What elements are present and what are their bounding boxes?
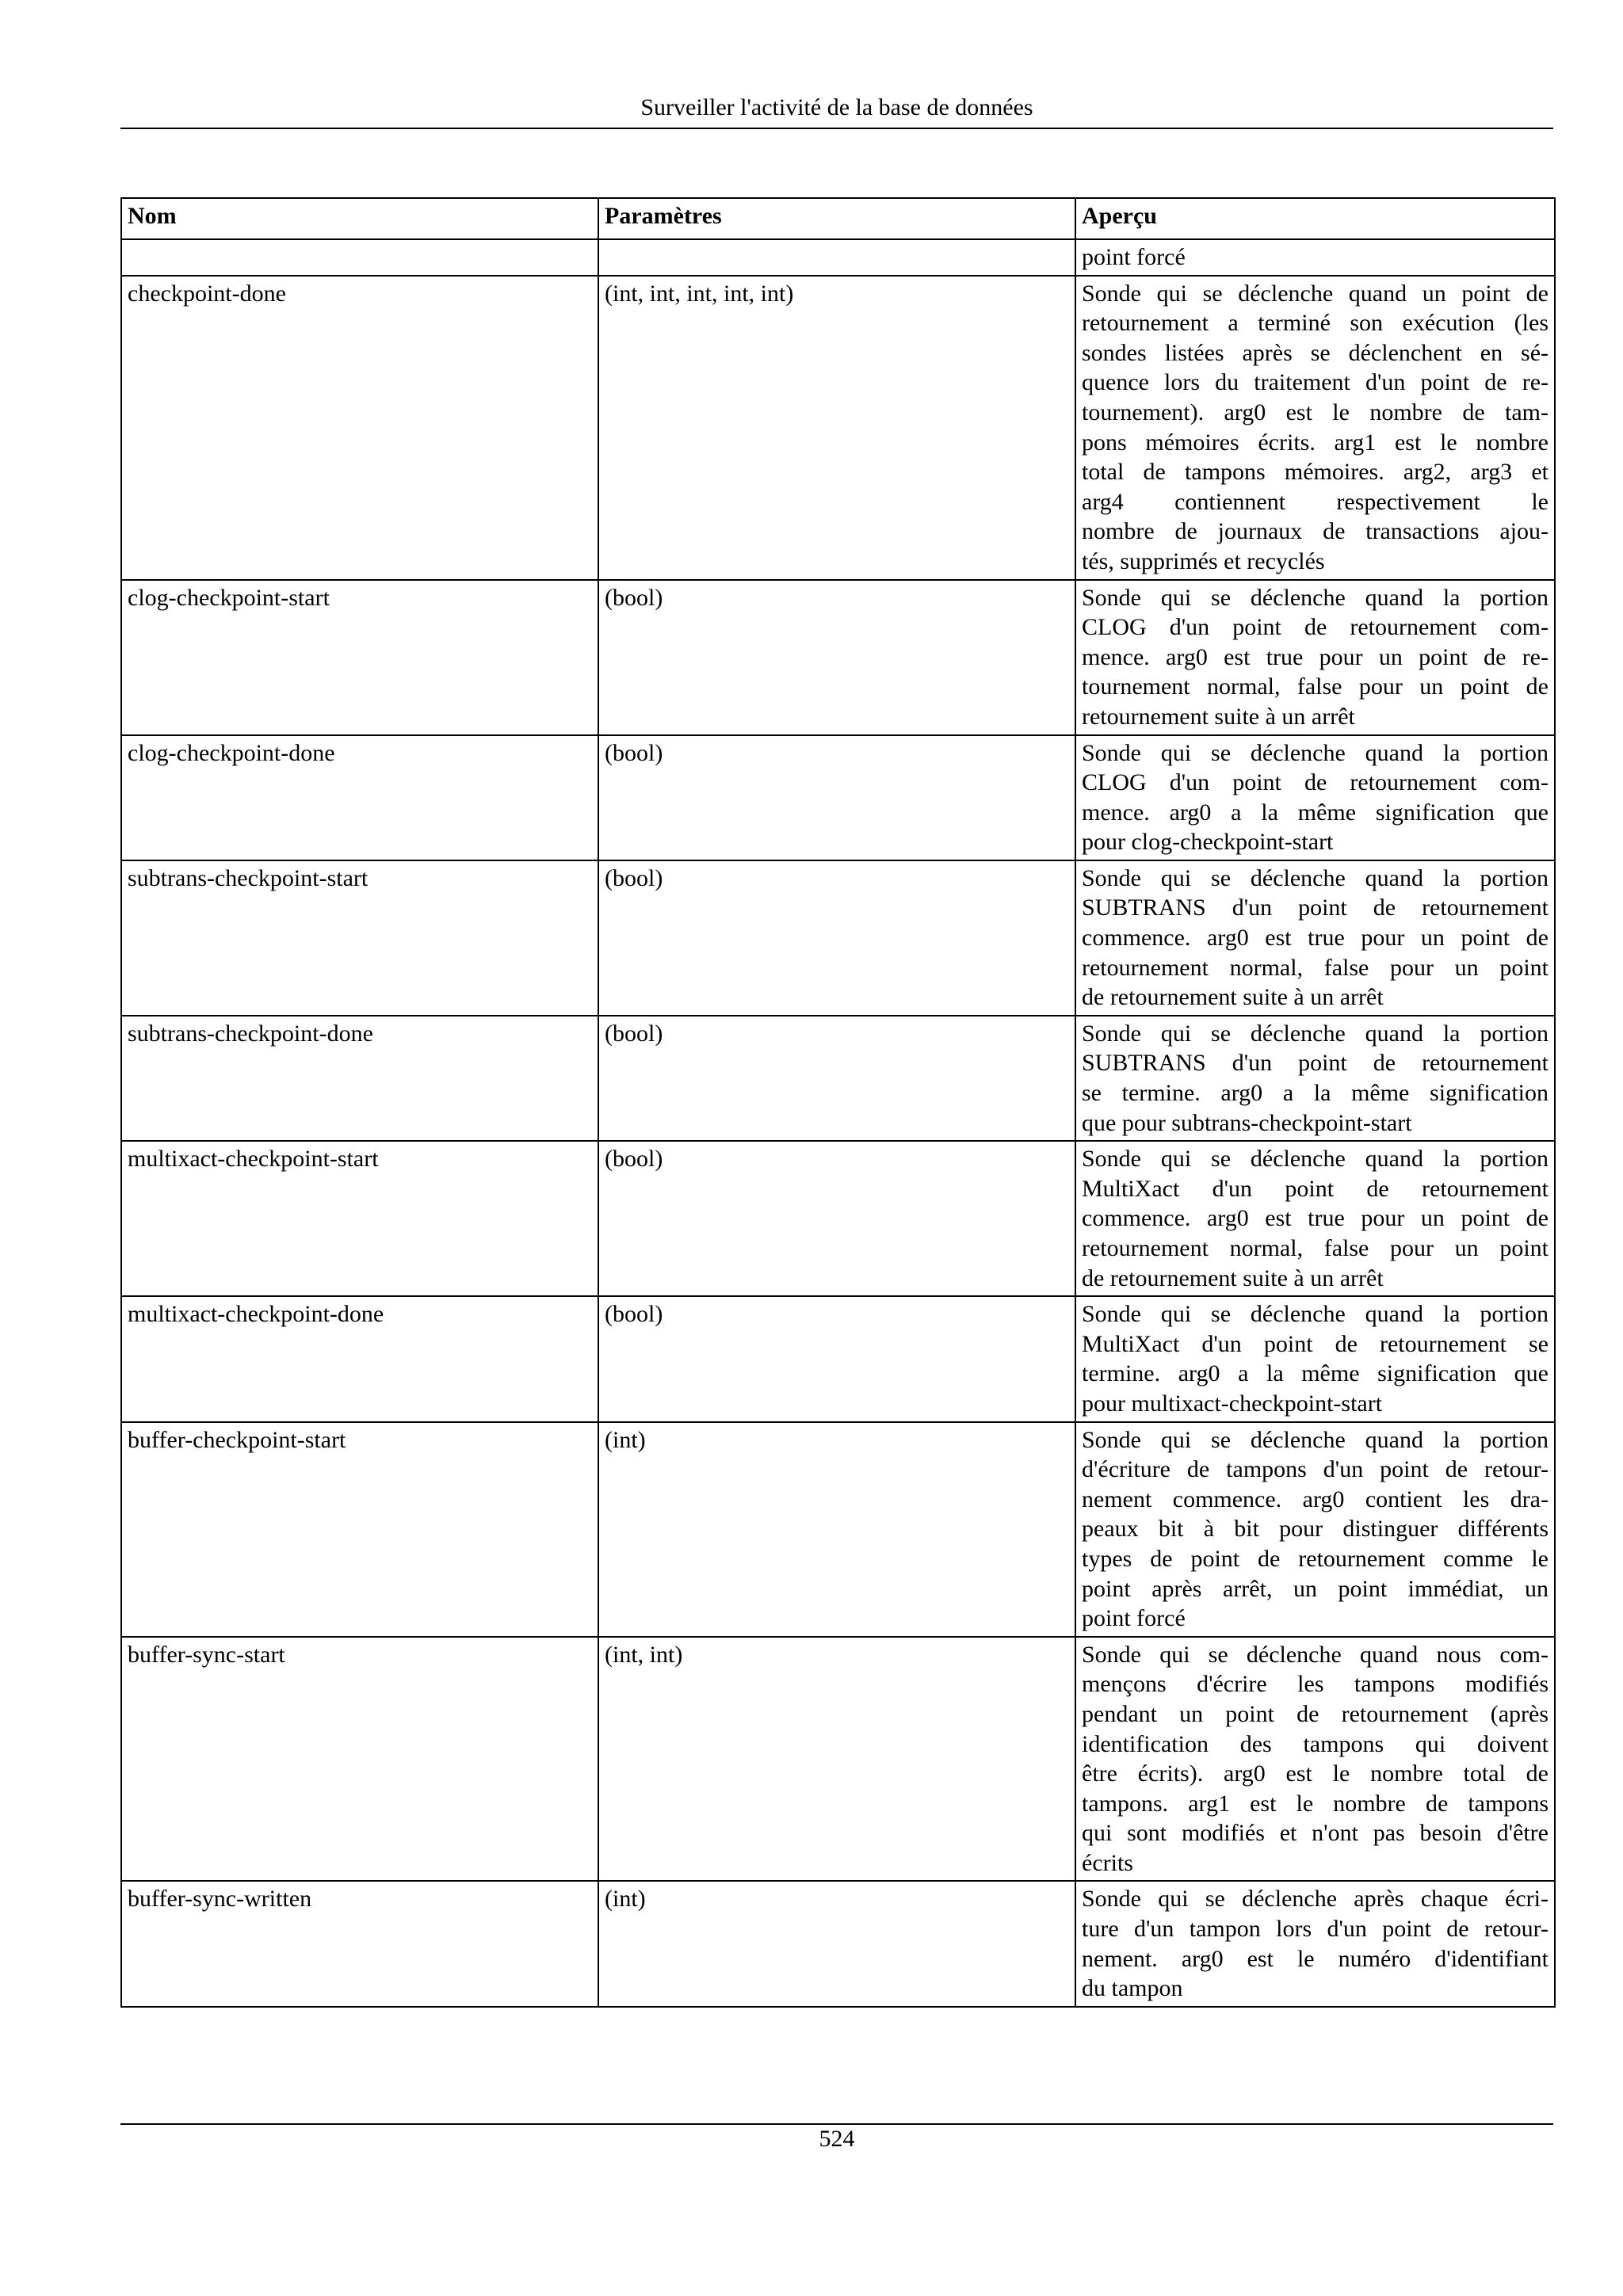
probe-name-cell: multixact-checkpoint-start <box>121 1141 598 1296</box>
description-line: sondes listées après se déclenchent en sé- <box>1082 339 1549 366</box>
description-line: qui sont modifiés et n'ont pas besoin d'être <box>1082 1820 1549 1847</box>
description-line: Sonde qui se déclenche quand la portion <box>1082 1020 1549 1047</box>
probe-name-cell: checkpoint-done <box>121 276 598 580</box>
description-line: Sonde qui se déclenche quand la portion <box>1082 1146 1549 1173</box>
description-line: identification des tampons qui doivent <box>1082 1730 1549 1757</box>
running-header: Surveiller l'activité de la base de données <box>640 94 1033 120</box>
description-line: tampons. arg1 est le nombre de tampons <box>1082 1790 1549 1817</box>
table-row <box>121 580 1555 735</box>
probe-table <box>120 197 1556 2008</box>
description-line: MultiXact d'un point de retournement <box>1082 1175 1549 1202</box>
probe-description-cell <box>1075 1296 1555 1421</box>
description-line: mence. arg0 a la même signification que <box>1082 799 1549 826</box>
probe-params-cell: (bool) <box>598 860 1075 1016</box>
probe-name-cell: subtrans-checkpoint-done <box>121 1016 598 1141</box>
description-line: MultiXact d'un point de retournement se <box>1082 1330 1549 1357</box>
table-row <box>121 860 1555 1016</box>
description-line: CLOG d'un point de retournement com- <box>1082 769 1549 796</box>
probe-name-cell: subtrans-checkpoint-start <box>121 860 598 1016</box>
table-row <box>121 1296 1555 1421</box>
description-line: retournement suite à un arrêt <box>1082 703 1355 730</box>
probe-params-cell: (bool) <box>598 735 1075 860</box>
table-row <box>121 1141 1555 1296</box>
description-line: Sonde qui se déclenche quand la portion <box>1082 1426 1549 1453</box>
description-line: peaux bit à bit pour distinguer différents <box>1082 1516 1549 1543</box>
description-line: écrits <box>1082 1849 1133 1876</box>
description-line: Sonde qui se déclenche quand la portion <box>1082 1301 1549 1328</box>
description-line: nement. arg0 est le numéro d'identifiant <box>1082 1945 1549 1972</box>
description-line: retournement a terminé son exécution (les <box>1082 310 1549 337</box>
description-line: tournement normal, false pour un point de <box>1082 673 1549 700</box>
probe-name-cell: buffer-checkpoint-start <box>121 1422 598 1637</box>
description-line: quence lors du traitement d'un point de re- <box>1082 369 1549 396</box>
description-line: mence. arg0 est true pour un point de re- <box>1082 643 1549 670</box>
description-line: point après arrêt, un point immédiat, un <box>1082 1575 1549 1602</box>
description-line: total de tampons mémoires. arg2, arg3 et <box>1082 459 1549 486</box>
probe-description-cell <box>1075 1637 1555 1882</box>
probe-name-cell: buffer-sync-start <box>121 1637 598 1882</box>
description-line: commence. arg0 est true pour un point de <box>1082 1205 1549 1232</box>
probe-description-cell <box>1075 1141 1555 1296</box>
description-line: point forcé <box>1082 1605 1186 1632</box>
description-line: commence. arg0 est true pour un point de <box>1082 925 1549 952</box>
probe-name-cell: multixact-checkpoint-done <box>121 1296 598 1421</box>
description-line: Sonde qui se déclenche quand la portion <box>1082 584 1549 611</box>
probe-description-cell <box>1075 580 1555 735</box>
probe-name-cell: buffer-sync-written <box>121 1881 598 2006</box>
probe-description-cell <box>1075 735 1555 860</box>
column-header-desc: Aperçu <box>1075 198 1555 239</box>
probe-description-cell <box>1075 1422 1555 1637</box>
description-line: être écrits). arg0 est le nombre total de <box>1082 1760 1549 1787</box>
table-header-row <box>121 198 1555 239</box>
description-line: du tampon <box>1082 1975 1183 2002</box>
description-line: Sonde qui se déclenche après chaque écri- <box>1082 1886 1549 1913</box>
probe-params-cell: (int, int, int, int, int) <box>598 276 1075 580</box>
probe-description-cell <box>1075 1016 1555 1141</box>
probe-params-cell: (bool) <box>598 1141 1075 1296</box>
description-line: pour multixact-checkpoint-start <box>1082 1390 1383 1417</box>
page-number: 524 <box>819 2126 855 2152</box>
description-line: que pour subtrans-checkpoint-start <box>1082 1109 1412 1136</box>
description-line: de retournement suite à un arrêt <box>1082 984 1384 1011</box>
description-line: pons mémoires écrits. arg1 est le nombre <box>1082 429 1549 456</box>
table-row <box>121 1637 1555 1882</box>
description-line: se termine. arg0 a la même signification <box>1082 1080 1549 1107</box>
probe-description-cell <box>1075 1881 1555 2006</box>
probe-description-cell <box>1075 860 1555 1016</box>
description-line: pendant un point de retournement (après <box>1082 1700 1549 1727</box>
probe-description-cell <box>1075 239 1555 276</box>
header-divider <box>120 128 1553 129</box>
description-line: types de point de retournement comme le <box>1082 1545 1549 1572</box>
table-row <box>121 1881 1555 2006</box>
probe-params-cell: (int) <box>598 1881 1075 2006</box>
probe-params-cell: (bool) <box>598 1296 1075 1421</box>
probe-params-cell: (int, int) <box>598 1637 1075 1882</box>
column-header-params: Paramètres <box>598 198 1075 239</box>
description-line: point forcé <box>1082 244 1186 270</box>
description-line: tournement). arg0 est le nombre de tam- <box>1082 399 1549 425</box>
probe-description-cell <box>1075 276 1555 580</box>
table-row <box>121 735 1555 860</box>
description-line: nement commence. arg0 contient les dra- <box>1082 1486 1549 1512</box>
description-line: mençons d'écrire les tampons modifiés <box>1082 1671 1549 1698</box>
description-line: de retournement suite à un arrêt <box>1082 1264 1384 1291</box>
probe-params-cell: (bool) <box>598 1016 1075 1141</box>
description-line: pour clog-checkpoint-start <box>1082 829 1334 856</box>
column-header-name: Nom <box>121 198 598 239</box>
description-line: Sonde qui se déclenche quand un point de <box>1082 280 1549 307</box>
description-line: retournement normal, false pour un point <box>1082 1235 1549 1261</box>
table-row <box>121 239 1555 276</box>
table-body <box>121 239 1555 2007</box>
description-line: termine. arg0 a la même signification que <box>1082 1360 1549 1387</box>
description-line: tés, supprimés et recyclés <box>1082 547 1325 574</box>
probe-name-cell <box>121 239 598 276</box>
description-line: Sonde qui se déclenche quand la portion <box>1082 864 1549 891</box>
description-line: ture d'un tampon lors d'un point de retour- <box>1082 1916 1549 1943</box>
description-line: d'écriture de tampons d'un point de retour- <box>1082 1456 1549 1483</box>
probe-params-cell: (bool) <box>598 580 1075 735</box>
table-row <box>121 276 1555 580</box>
description-line: SUBTRANS d'un point de retournement <box>1082 894 1549 921</box>
description-line: nombre de journaux de transactions ajou- <box>1082 518 1549 545</box>
table-row <box>121 1422 1555 1637</box>
probe-params-cell: (int) <box>598 1422 1075 1637</box>
description-line: SUBTRANS d'un point de retournement <box>1082 1050 1549 1077</box>
description-line: CLOG d'un point de retournement com- <box>1082 614 1549 641</box>
description-line: Sonde qui se déclenche quand la portion <box>1082 739 1549 766</box>
description-line: arg4 contiennent respectivement le <box>1082 488 1549 515</box>
probe-name-cell: clog-checkpoint-start <box>121 580 598 735</box>
probe-params-cell <box>598 239 1075 276</box>
table-row <box>121 1016 1555 1141</box>
probe-name-cell: clog-checkpoint-done <box>121 735 598 860</box>
description-line: retournement normal, false pour un point <box>1082 954 1549 981</box>
description-line: Sonde qui se déclenche quand nous com- <box>1082 1641 1549 1668</box>
